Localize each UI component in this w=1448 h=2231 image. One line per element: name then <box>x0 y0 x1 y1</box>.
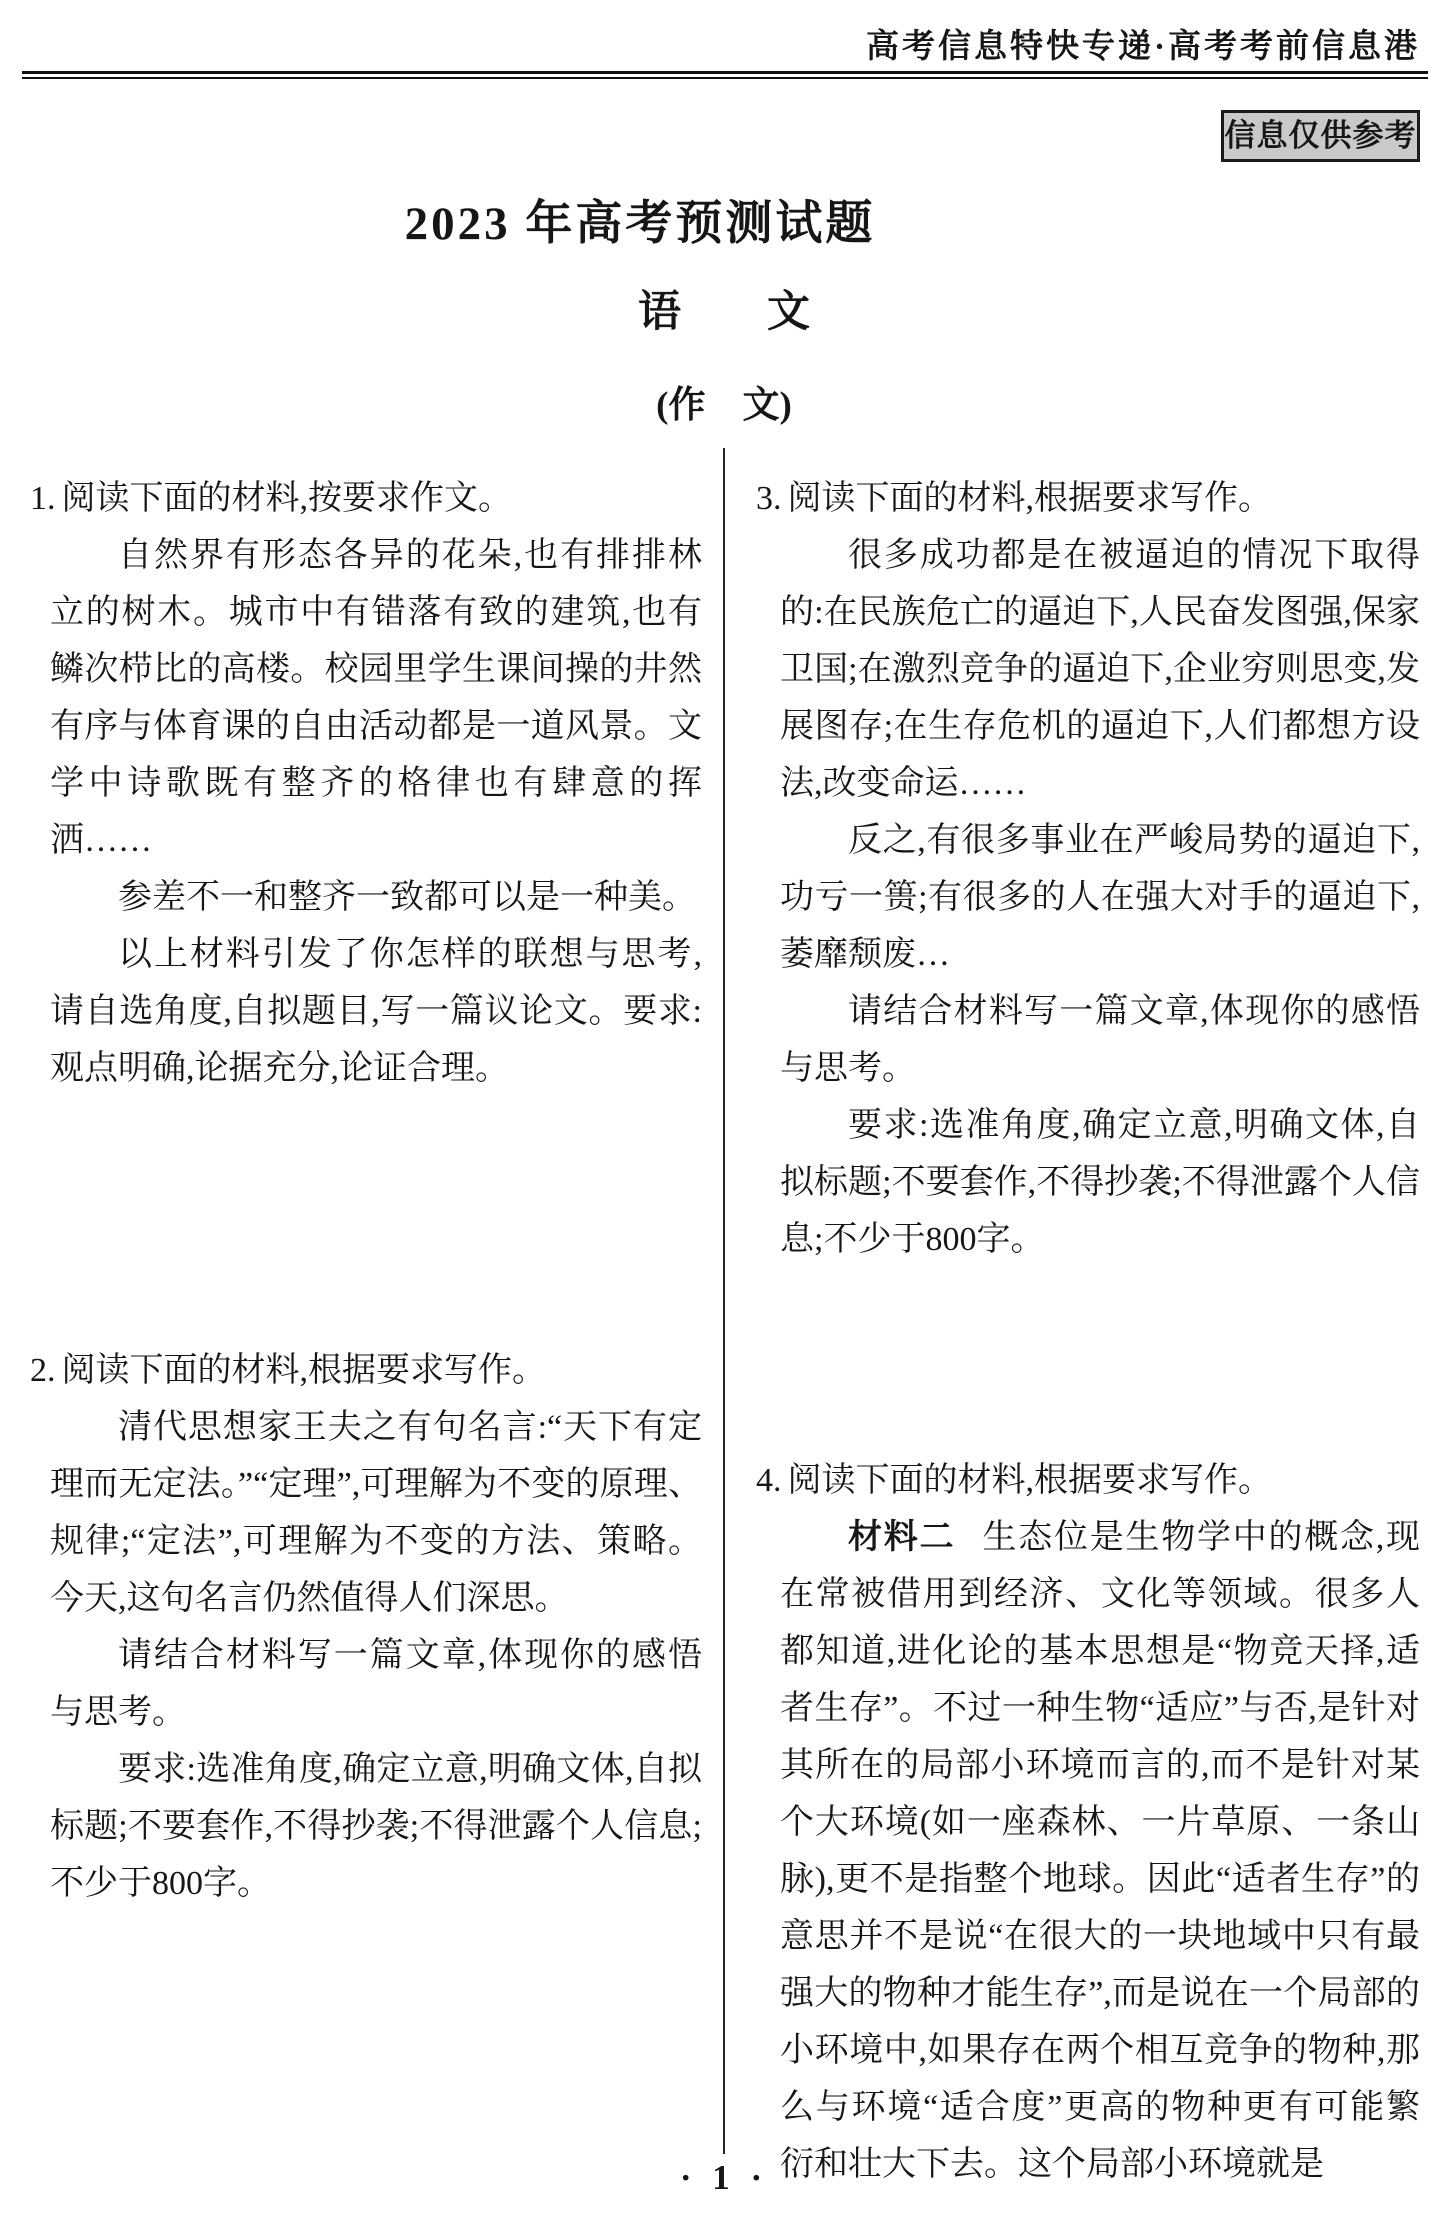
question-2-paragraph: 请结合材料写一篇文章,体现你的感悟与思考。 <box>50 1637 702 1731</box>
question-1-paragraph: 参差不一和整齐一致都可以是一种美。 <box>118 879 696 916</box>
question-3-prompt <box>756 470 1420 527</box>
section-title: (作 文) <box>656 385 792 426</box>
question-4-prompt <box>756 1452 1420 1509</box>
question-1-paragraph: 自然界有形态各异的花朵,也有排排林立的树木。城市中有错落有致的建筑,也有鳞次栉比的高楼。校园里学生课间操的井然有序与体育课的自由活动都是一道风景。文学中诗歌既有整齐的格律也有肆意的挥洒…… <box>50 537 702 859</box>
question-3 <box>756 470 1420 1268</box>
question-2-number: 2. <box>30 1352 56 1389</box>
question-2-prompt-text: 阅读下面的材料,根据要求写作。 <box>61 1352 546 1389</box>
question-3-paragraph: 反之,有很多事业在严峻局势的逼迫下,功亏一篑;有很多的人在强大对手的逼迫下,萎靡颓废… <box>780 822 1420 973</box>
question-1-paragraph: 以上材料引发了你怎样的联想与思考,请自选角度,自拟题目,写一篇议论文。要求:观点明确,论据充分,论证合理。 <box>50 936 702 1087</box>
page-title: 2023 年高考预测试题 <box>404 198 876 250</box>
question-1 <box>30 470 702 1097</box>
notice-badge: 信息仅供参考 <box>1221 110 1420 162</box>
masthead-title: 高考信息特快专递·高考考前信息港 <box>865 29 1420 65</box>
question-4-number: 4. <box>756 1462 782 1499</box>
question-3-paragraph: 很多成功都是在被逼迫的情况下取得的:在民族危亡的逼迫下,人民奋发图强,保家卫国;在激烈竞争的逼迫下,企业穷则思变,发展图存;在生存危机的逼迫下,人们都想方设法,改变命运…… <box>780 537 1420 802</box>
question-4-paragraph-text: 生态位是生物学中的概念,现在常被借用到经济、文化等领域。很多人都知道,进化论的基本思想是“物竞天择,适者生存”。不过一种生物“适应”与否,是针对其所在的局部小环境而言的,而不是针对某个大环境(如一座森林、一片草原、一条山脉),更不是指整个地球。因此“适者生存”的意思并不是说“在很大的一块地域中只有最强大的物种才能生存”,而是说在一个局部的小环境中,如果存在两个相互竞争的物种,那么与环境“适合度”更高的物种更有可能繁衍和壮大下去。这个局部小环境就是 <box>780 1519 1421 2183</box>
question-1-number: 1. <box>30 480 56 517</box>
question-4-paragraph <box>780 1509 1420 2193</box>
material-2-label: 材料二 <box>848 1518 956 1556</box>
page-number: · 1 · <box>679 2158 769 2197</box>
question-4-prompt-text: 阅读下面的材料,根据要求写作。 <box>787 1462 1272 1499</box>
question-4 <box>756 1452 1420 2193</box>
header-double-rule <box>22 71 1428 79</box>
question-1-prompt <box>30 470 702 527</box>
question-3-number: 3. <box>756 480 782 517</box>
question-2-paragraph: 要求:选准角度,确定立意,明确文体,自拟标题;不要套作,不得抄袭;不得泄露个人信息;不少于800字。 <box>50 1751 702 1902</box>
question-3-paragraph: 要求:选准角度,确定立意,明确文体,自拟标题;不要套作,不得抄袭;不得泄露个人信息;不少于800字。 <box>780 1107 1420 1258</box>
question-2 <box>30 1342 702 1912</box>
column-divider <box>723 448 725 2154</box>
question-3-paragraph: 请结合材料写一篇文章,体现你的感悟与思考。 <box>780 993 1420 1087</box>
subject-title: 语 文 <box>638 289 810 336</box>
question-2-paragraph: 清代思想家王夫之有句名言:“天下有定理而无定法。”“定理”,可理解为不变的原理、规律;“定法”,可理解为不变的方法、策略。今天,这句名言仍然值得人们深思。 <box>50 1409 702 1617</box>
question-1-prompt-text: 阅读下面的材料,按要求作文。 <box>61 480 512 517</box>
question-2-prompt <box>30 1342 702 1399</box>
question-3-prompt-text: 阅读下面的材料,根据要求写作。 <box>787 480 1272 517</box>
